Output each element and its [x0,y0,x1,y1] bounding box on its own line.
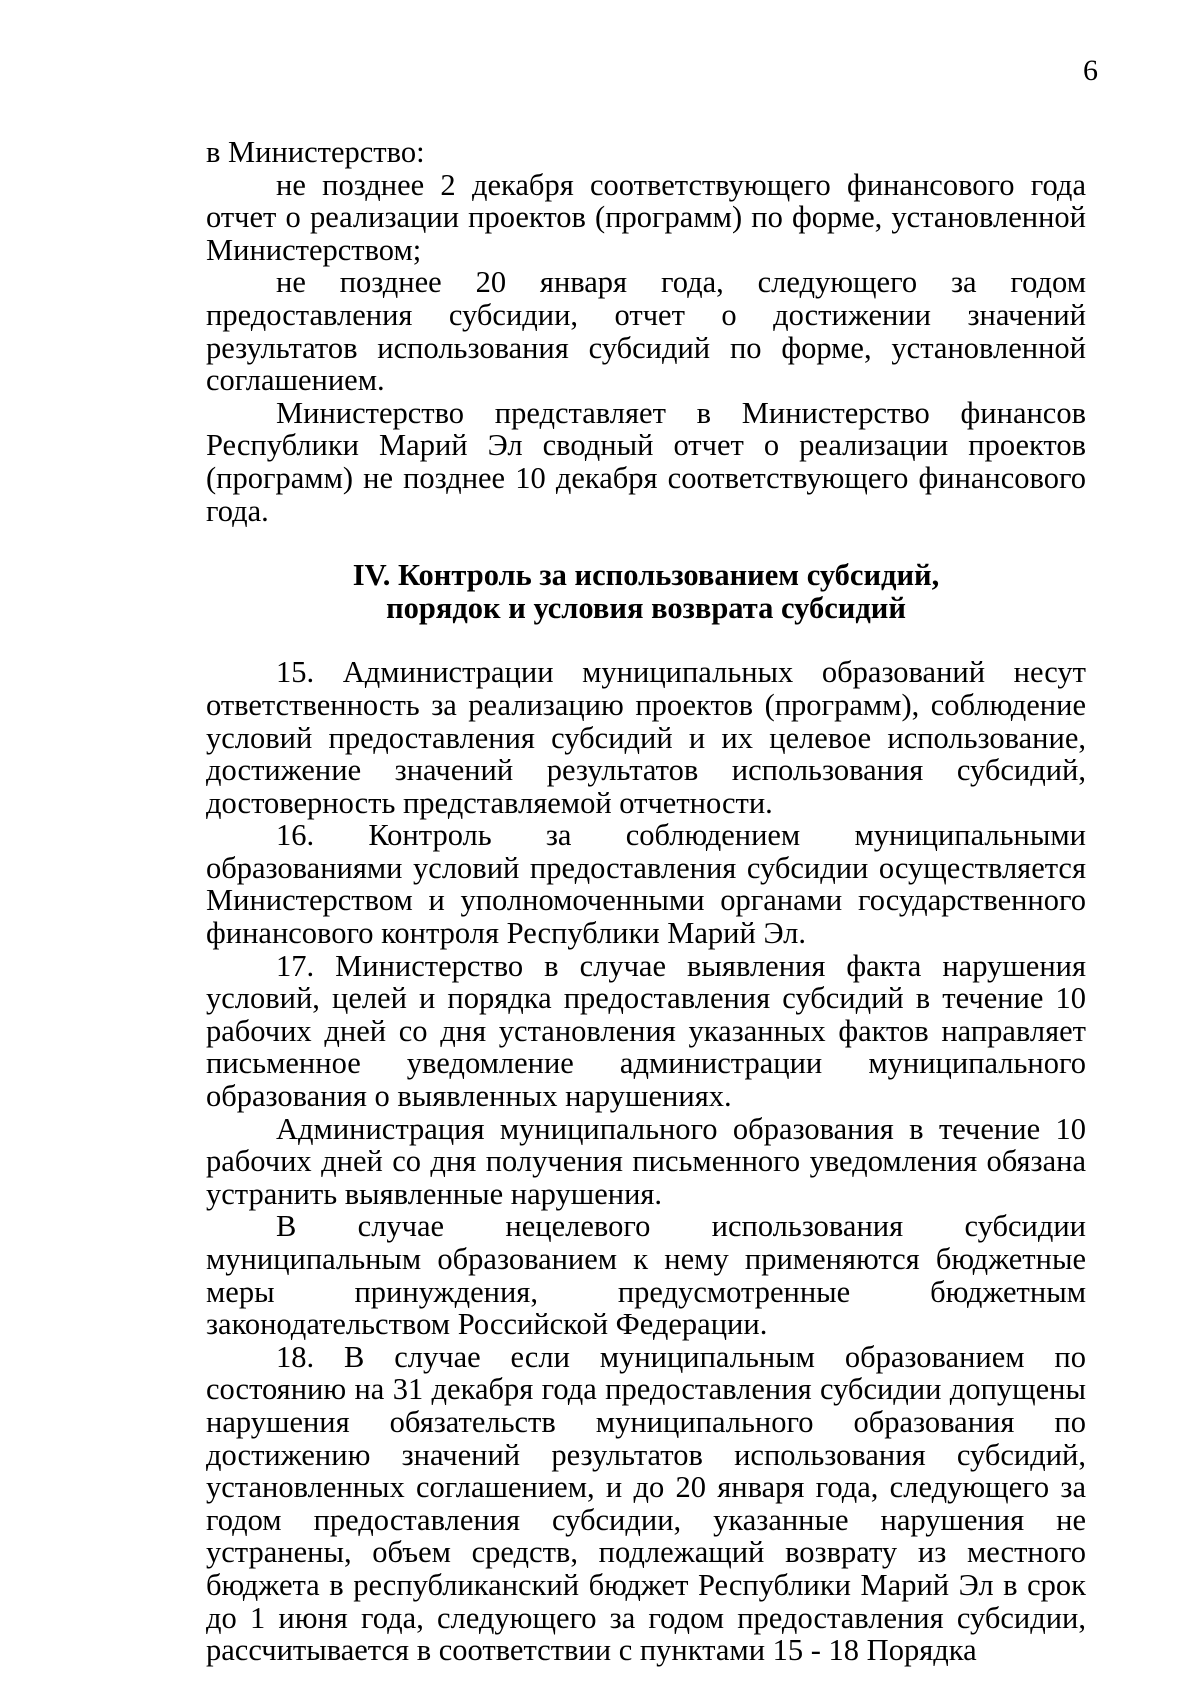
section-heading-line: IV. Контроль за использованием субсидий, [352,558,940,593]
paragraph: не позднее 2 декабря соответствующего финансового года отчет о реализации проектов (программ) по форме, установленной Министерством; [206,167,1086,267]
section-heading [206,559,1086,624]
paragraph: В случае нецелевого использования субсидии муниципальным образованием к нему применяются бюджетные меры принуждения, предусмотренные бюджетным законодательством Российской Федерации. [206,1209,1086,1342]
paragraph: Администрация муниципального образования в течение 10 рабочих дней со дня получения письменного уведомления обязана устранить выявленные нарушения. [206,1111,1086,1211]
paragraph: 16. Контроль за соблюдением муниципальными образованиями условий предоставления субсидии осуществляется Министерством и уполномоченными органами государственного финансового контроля Республики Марий Эл. [206,818,1086,951]
paragraph: Министерство представляет в Министерство финансов Республики Марий Эл сводный отчет о реализации проектов (программ) не позднее 10 декабря соответствующего финансового года. [206,395,1086,528]
paragraph: 15. Администрации муниципальных образований несут ответственность за реализацию проектов (программ), соблюдение условий предоставления субсидий и их целевое использование, достижение значений результатов использования субсидий, достоверность представляемой отчетности. [206,655,1086,820]
paragraph: 17. Министерство в случае выявления факта нарушения условий, целей и порядка предоставления субсидий в течение 10 рабочих дней со дня установления указанных фактов направляет письменное уведомление администрации муниципального образования о выявленных нарушениях. [206,948,1086,1114]
paragraph: в Министерство: [206,135,425,169]
page-number: 6 [1083,54,1098,87]
paragraph: 18. В случае если муниципальным образованием по состоянию на 31 декабря года предоставления субсидии допущены нарушения обязательств муниципального образования по достижению значений результатов использования субсидий, установленных соглашением, и до 20 января года, следующего за годом предоставления субсидии, указанные нарушения не устранены, объем средств, подлежащий возврату из местного бюджета в республиканский бюджет Республики Марий Эл в срок до 1 июня года, следующего за годом предоставления субсидии, рассчитывается в соответствии с пунктами 15 - 18 Порядка [206,1339,1086,1668]
section-heading-line: порядок и условия возврата субсидий [386,590,906,625]
document-body [206,136,1086,1667]
paragraph: не позднее 20 января года, следующего за годом предоставления субсидии, отчет о достижении значений результатов использования субсидий по форме, установленной соглашением. [206,265,1086,398]
